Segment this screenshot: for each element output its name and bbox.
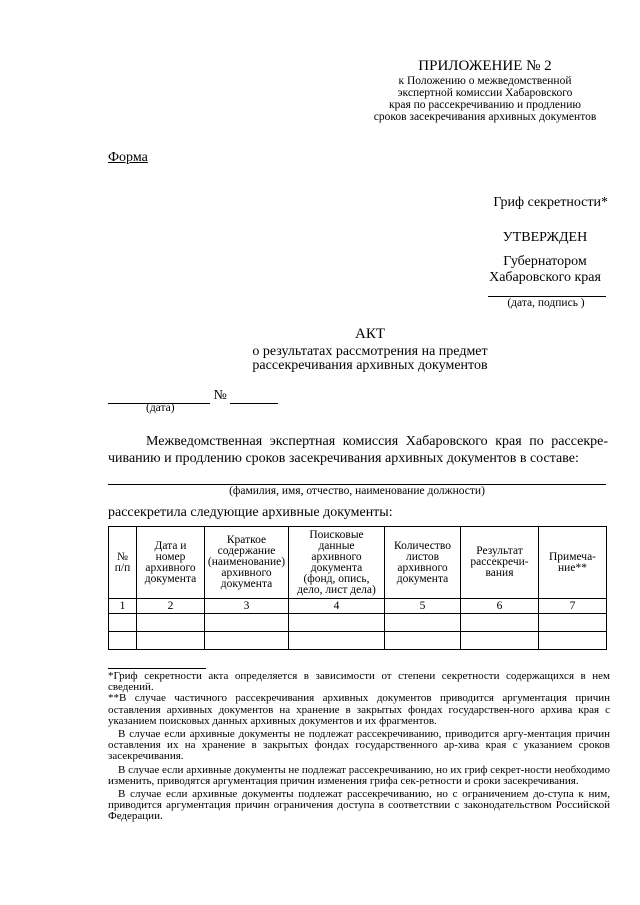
col-header-date: Дата и номер архивного документа [137,527,205,599]
approved-by-line1: Губернатором [503,254,587,269]
appendix-line: края по рассекречиванию и продлению [389,99,581,111]
documents-table [108,526,607,650]
table-row [109,614,607,632]
table-cell: 7 [539,599,607,614]
act-subtitle [160,345,580,373]
approval-block [480,230,610,286]
date-number-line [108,388,286,404]
act-subtitle-line1: о результатах рассмотрения на предмет [252,344,488,359]
commission-paragraph: Межведомственная экспертная комиссия Хабаровского края по рассекре-чиванию и продлению сроков засекречивания архивных документов в составе: [108,434,608,466]
table-number-row [109,599,607,614]
table-cell: 3 [205,599,289,614]
fio-caption: (фамилия, имя, отчество, наименование должности) [229,485,485,497]
number-blank [230,390,278,404]
form-label: Форма [108,150,148,165]
appendix-header [350,58,620,123]
footnote-4: В случае если архивные документы не подлежат рассекречиванию, но их гриф секрет-ности необходимо изменить, приводятся аргументация причин изменения грифа сек-ретности и сроки засекречивания. [108,763,610,787]
act-title: АКТ [355,326,385,342]
table-header-row [109,527,607,599]
col-header-result: Результат рассекречи- вания [461,527,539,599]
col-header-number: № п/п [109,527,137,599]
date-caption: (дата) [146,402,175,414]
approved-by-line2: Хабаровского края [489,270,601,285]
table-cell [539,614,607,632]
table-cell [289,614,385,632]
table-cell [289,632,385,650]
act-subtitle-line2: рассекречивания архивных документов [252,358,488,373]
footnote-5: В случае если архивные документы подлежат рассекречиванию, но с ограничением до-ступа к ним, приводится аргументация причин ограничения доступа в соответствии с законодательством Российской Федерации. [108,788,610,823]
footnote-3: В случае если архивные документы не подлежат рассекречиванию, приводится аргу-ментация причин оставления их на хранение в закрытых фондах государственного ар-хива края с указанием сроков засекречивания. [108,728,610,763]
table-cell [461,632,539,650]
table-row [109,632,607,650]
footnotes [108,671,610,823]
col-header-content: Краткое содержание (наименование) архивного документа [205,527,289,599]
footnote-2: **В случае частичного рассекречивания архивных документов приводится аргументация причин оставления архивных документов на хранение в закрытых фондах государствен-ного архива края с указанием поисковых данных архивных документов и их фрагментов. [108,692,610,727]
signature-caption: (дата, подпись ) [507,297,585,309]
table-cell [109,614,137,632]
table-cell: 4 [289,599,385,614]
table-cell [385,614,461,632]
table-cell: 2 [137,599,205,614]
appendix-line: к Положению о межведомственной [398,75,572,87]
table-cell [461,614,539,632]
table-cell [385,632,461,650]
col-header-note: Примеча- ние** [539,527,607,599]
number-sign: № [213,388,227,403]
table-cell [205,632,289,650]
col-header-search-data: Поисковые данные архивного документа (фонд, опись, дело, лист дела) [289,527,385,599]
table-cell: 5 [385,599,461,614]
appendix-line: сроков засекречивания архивных документов [373,111,597,123]
secrecy-stamp: Гриф секретности* [493,195,608,210]
table-cell: 6 [461,599,539,614]
table-cell [109,632,137,650]
table-cell: 1 [109,599,137,614]
table-cell [539,632,607,650]
footnote-separator [108,668,206,669]
table-cell [205,614,289,632]
approved-word: УТВЕРЖДЕН [502,230,588,245]
table-cell [137,632,205,650]
footnote-1: *Гриф секретности акта определяется в зависимости от степени секретности содержащихся в нем сведений. [108,670,610,694]
table-cell [137,614,205,632]
declassified-intro: рассекретила следующие архивные документы: [108,505,393,520]
appendix-line: экспертной комиссии Хабаровского [397,87,573,99]
appendix-title: ПРИЛОЖЕНИЕ № 2 [418,58,552,74]
col-header-sheet-count: Количество листов архивного документа [385,527,461,599]
